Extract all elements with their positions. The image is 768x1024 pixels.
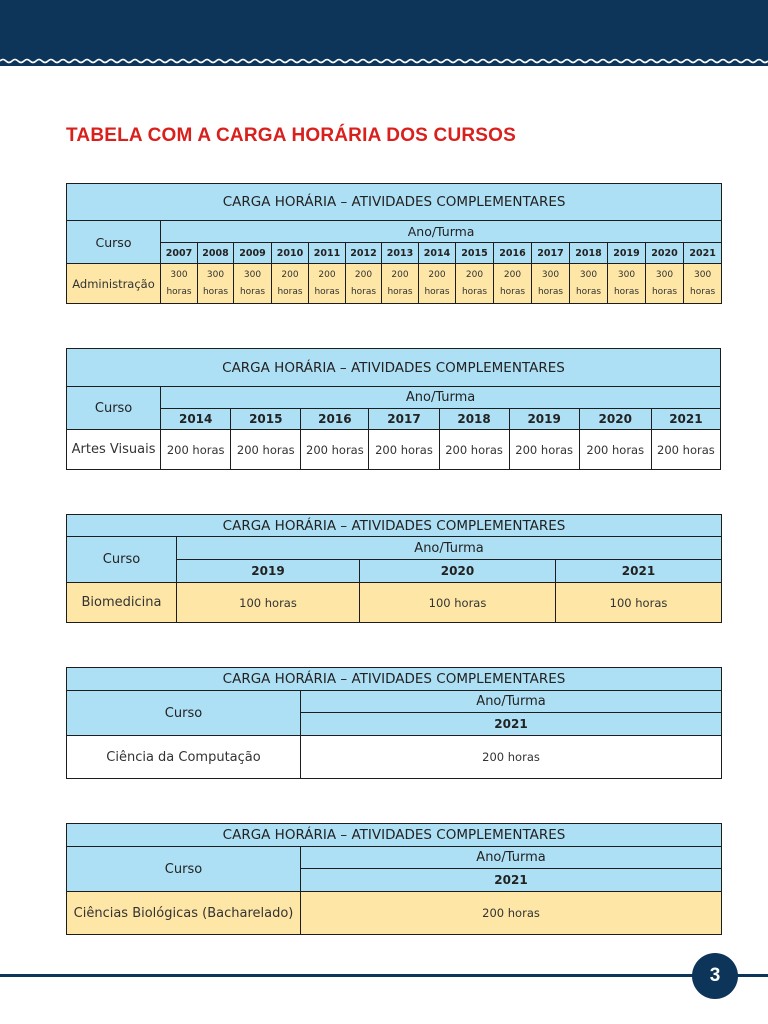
year-header: 2021 (301, 869, 722, 892)
hours-cell: 200 horas (456, 264, 494, 304)
wave-decoration (0, 56, 768, 66)
year-header: 2021 (651, 409, 720, 430)
table-caption: CARGA HORÁRIA – ATIVIDADES COMPLEMENTARES (67, 824, 722, 847)
curso-header: Curso (67, 387, 161, 430)
year-header: 2020 (579, 409, 651, 430)
year-header: 2021 (556, 560, 722, 583)
hours-cell: 300 horas (161, 264, 198, 304)
hours-cell: 100 horas (360, 583, 556, 623)
table-caption: CARGA HORÁRIA – ATIVIDADES COMPLEMENTARES (67, 668, 722, 691)
hours-cell: 100 horas (556, 583, 722, 623)
year-header: 2018 (570, 243, 608, 264)
hours-cell: 200 horas (579, 430, 651, 470)
year-header: 2014 (419, 243, 456, 264)
year-header: 2020 (360, 560, 556, 583)
hours-cell: 200 horas (439, 430, 509, 470)
hours-cell: 200 horas (419, 264, 456, 304)
year-header: 2021 (684, 243, 722, 264)
hours-cell: 300 horas (532, 264, 570, 304)
footer-rule (0, 974, 768, 977)
course-name: Biomedicina (67, 583, 177, 623)
table-ciencias-biologicas (66, 823, 722, 935)
page-title: TABELA COM A CARGA HORÁRIA DOS CURSOS (66, 125, 517, 146)
table-administracao (66, 183, 722, 304)
hours-cell: 200 horas (301, 892, 722, 935)
year-header: 2008 (198, 243, 234, 264)
table-ciencia-computacao (66, 667, 722, 779)
hours-cell: 200 horas (301, 736, 722, 779)
year-header: 2015 (231, 409, 301, 430)
curso-header: Curso (67, 691, 301, 736)
hours-cell: 200 horas (231, 430, 301, 470)
hours-cell: 300 horas (234, 264, 272, 304)
year-header: 2017 (369, 409, 439, 430)
hours-cell: 200 horas (301, 430, 369, 470)
hours-cell: 200 horas (309, 264, 346, 304)
table-biomedicina (66, 514, 722, 623)
hours-cell: 200 horas (161, 430, 231, 470)
hours-cell: 200 horas (272, 264, 309, 304)
year-header: 2009 (234, 243, 272, 264)
year-header: 2017 (532, 243, 570, 264)
year-header: 2020 (646, 243, 684, 264)
year-header: 2007 (161, 243, 198, 264)
hours-cell: 200 horas (382, 264, 419, 304)
table-caption: CARGA HORÁRIA – ATIVIDADES COMPLEMENTARES (67, 184, 722, 221)
hours-cell: 300 horas (608, 264, 646, 304)
year-header: 2018 (439, 409, 509, 430)
ano-turma-header: Ano/Turma (177, 537, 722, 560)
course-name: Administração (67, 264, 161, 304)
ano-turma-header: Ano/Turma (301, 691, 722, 713)
ano-turma-header: Ano/Turma (161, 221, 722, 243)
ano-turma-header: Ano/Turma (301, 847, 722, 869)
table-artes-visuais (66, 348, 721, 470)
hours-cell: 300 horas (646, 264, 684, 304)
year-header: 2010 (272, 243, 309, 264)
curso-header: Curso (67, 221, 161, 264)
hours-cell: 200 horas (651, 430, 720, 470)
year-header: 2013 (382, 243, 419, 264)
year-header: 2016 (494, 243, 532, 264)
ano-turma-header: Ano/Turma (161, 387, 721, 409)
hours-cell: 200 horas (509, 430, 579, 470)
curso-header: Curso (67, 537, 177, 583)
hours-cell: 200 horas (346, 264, 382, 304)
page-number-badge: 3 (692, 953, 738, 999)
course-name: Ciência da Computação (67, 736, 301, 779)
course-name: Artes Visuais (67, 430, 161, 470)
year-header: 2015 (456, 243, 494, 264)
year-header: 2014 (161, 409, 231, 430)
hours-cell: 300 horas (684, 264, 722, 304)
year-header: 2019 (177, 560, 360, 583)
hours-cell: 100 horas (177, 583, 360, 623)
table-caption: CARGA HORÁRIA – ATIVIDADES COMPLEMENTARES (67, 349, 721, 387)
year-header: 2019 (608, 243, 646, 264)
hours-cell: 200 horas (494, 264, 532, 304)
hours-cell: 200 horas (369, 430, 439, 470)
year-header: 2021 (301, 713, 722, 736)
year-header: 2012 (346, 243, 382, 264)
hours-cell: 300 horas (198, 264, 234, 304)
year-header: 2019 (509, 409, 579, 430)
top-banner (0, 0, 768, 66)
curso-header: Curso (67, 847, 301, 892)
table-caption: CARGA HORÁRIA – ATIVIDADES COMPLEMENTARES (67, 515, 722, 537)
year-header: 2016 (301, 409, 369, 430)
course-name: Ciências Biológicas (Bacharelado) (67, 892, 301, 935)
hours-cell: 300 horas (570, 264, 608, 304)
year-header: 2011 (309, 243, 346, 264)
